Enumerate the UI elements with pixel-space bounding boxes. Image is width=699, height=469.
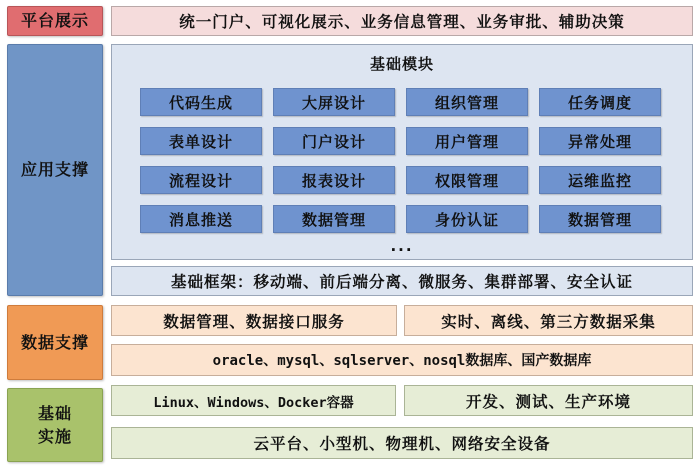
basic-framework-text: 基础框架：移动端、前后端分离、微服务、集群部署、安全认证 — [170, 273, 633, 291]
module-box: 代码生成 — [140, 88, 262, 116]
module-box: 大屏设计 — [273, 88, 395, 116]
databases-box — [111, 344, 693, 376]
platform-content-box — [111, 6, 693, 36]
data-layer-label-text: 数据支撑 — [20, 332, 89, 352]
module-box: 身份认证 — [406, 205, 528, 233]
module-box: 报表设计 — [273, 166, 395, 194]
application-layer-label — [7, 44, 103, 296]
os-container-box — [111, 385, 396, 416]
platform-layer-label-text: 平台展示 — [20, 11, 89, 31]
environments-text: 开发、测试、生产环境 — [465, 392, 631, 411]
databases-text: oracle、mysql、sqlserver、nosql数据库、国产数据库 — [212, 353, 592, 369]
module-box: 权限管理 — [406, 166, 528, 194]
infrastructure-label-line1: 基础 — [37, 403, 72, 423]
hardware-text: 云平台、小型机、物理机、网络安全设备 — [253, 435, 551, 453]
hardware-box — [111, 427, 693, 459]
more-modules-ellipsis: ... — [390, 237, 414, 255]
basic-framework-box — [111, 266, 693, 296]
data-collection-text: 实时、离线、第三方数据采集 — [441, 312, 656, 331]
module-box: 数据管理 — [539, 205, 661, 233]
module-box: 任务调度 — [539, 88, 661, 116]
module-box: 门户设计 — [273, 127, 395, 155]
platform-content-text: 统一门户、可视化展示、业务信息管理、业务审批、辅助决策 — [179, 13, 625, 31]
module-box: 异常处理 — [539, 127, 661, 155]
module-box: 数据管理 — [273, 205, 395, 233]
basic-modules-panel — [111, 44, 693, 260]
os-container-text: Linux、Windows、Docker容器 — [153, 394, 354, 411]
data-layer-label — [7, 305, 103, 380]
module-box: 消息推送 — [140, 205, 262, 233]
application-layer-label-text: 应用支撑 — [20, 160, 89, 180]
environments-box — [404, 385, 693, 416]
infrastructure-label-line2: 实施 — [37, 427, 72, 446]
platform-layer-label — [7, 6, 103, 36]
data-management-box — [111, 305, 397, 336]
basic-modules-title: 基础模块 — [369, 55, 434, 73]
module-box: 流程设计 — [140, 166, 262, 194]
data-collection-box — [404, 305, 693, 336]
module-box: 用户管理 — [406, 127, 528, 155]
module-box: 表单设计 — [140, 127, 262, 155]
data-management-text: 数据管理、数据接口服务 — [163, 312, 345, 331]
infrastructure-layer-label — [7, 388, 103, 462]
module-box: 组织管理 — [406, 88, 528, 116]
module-box: 运维监控 — [539, 166, 661, 194]
